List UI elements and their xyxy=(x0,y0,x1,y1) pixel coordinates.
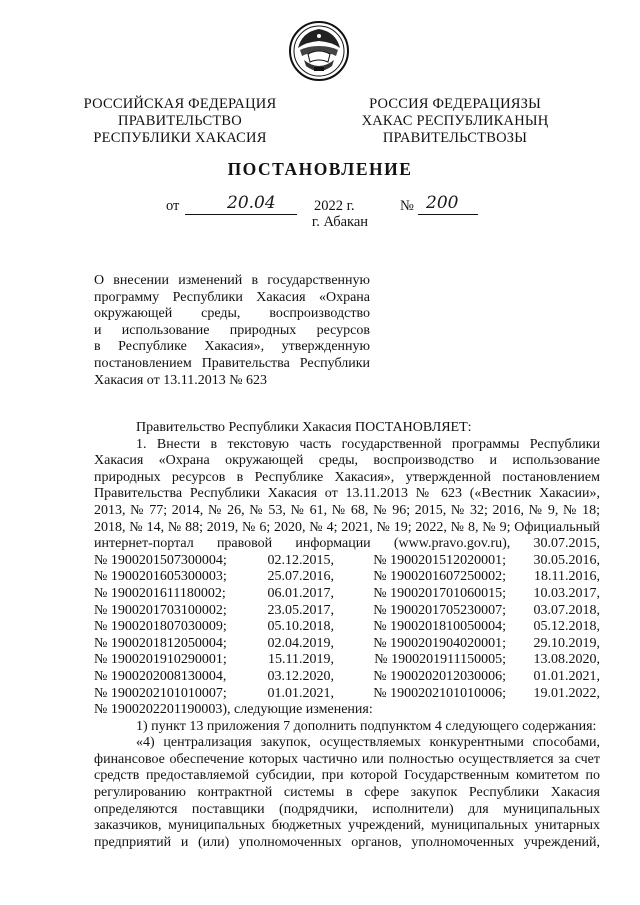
publication-row xyxy=(94,569,600,586)
publication-cell: 19.01.2022, xyxy=(533,685,600,701)
publication-cell: 03.07.2018, xyxy=(533,602,600,618)
quote-line: средств предоставляемой субсидии, при которой Государственным комитетом по xyxy=(94,768,600,784)
publication-cell: № 1900201705230007; xyxy=(373,602,506,618)
number-label: № xyxy=(400,198,414,214)
publication-cell: № 1900201701060015; xyxy=(373,585,506,601)
publication-cell: № 1900201611180002; xyxy=(94,585,226,601)
intro-paragraph: Правительство Республики Хакасия ПОСТАНОВЛЯЕТ: xyxy=(136,420,472,435)
portal-word: правовой xyxy=(216,536,273,552)
quote-line: предприятий и (или) уполномоченных органов, уполномоченных учреждений, xyxy=(94,834,600,850)
date-field xyxy=(185,193,297,215)
publication-cell: № 1900202101010006; xyxy=(373,685,506,701)
header-right-line: ХАКАС РЕСПУБЛИКАНЫҢ xyxy=(361,113,549,129)
publication-cell: № 1900201911150005; xyxy=(374,652,506,668)
publication-cell: № 1900201703100002; xyxy=(94,602,227,618)
publication-cell: № 1900202101010007; xyxy=(94,685,227,701)
subject-line: постановлением Правительства Республики xyxy=(94,355,370,371)
subject-line: О внесении изменений в государственную xyxy=(94,273,370,288)
quote-line: заказчиков, муниципальных бюджетных учреждений, муниципальных унитарных xyxy=(94,818,600,834)
item1-line: Правительства Республики Хакасия от 13.11.2013 № 623 («Вестник Хакасии», xyxy=(94,486,600,502)
publication-row xyxy=(94,636,600,653)
portal-row xyxy=(94,536,600,553)
publication-row xyxy=(94,619,600,636)
subject-line: программу Республики Хакасия «Охрана xyxy=(94,289,370,305)
publication-row xyxy=(94,686,600,703)
body-text xyxy=(94,420,600,851)
header-left-block xyxy=(80,96,280,147)
publication-cell: № 1900202012030006; xyxy=(373,668,506,684)
publication-cell: 02.12.2015, xyxy=(267,552,334,568)
item1-line: 1. Внести в текстовую часть государственной программы Республики xyxy=(136,436,600,452)
quote-line: «4) централизация закупок, осуществляемых конкурентными способами, xyxy=(136,735,600,751)
publication-row xyxy=(94,553,600,570)
handwritten-number: 200 xyxy=(426,193,459,213)
subpoint-1: 1) пункт 13 приложения 7 дополнить подпунктом 4 следующего содержания: xyxy=(136,718,597,734)
document-title: ПОСТАНОВЛЕНИЕ xyxy=(227,159,413,179)
publication-cell: 15.11.2019, xyxy=(268,652,334,668)
subject-block xyxy=(94,273,370,389)
publication-cell: № 1900201812050004; xyxy=(94,635,227,651)
subject-line: и использование природных ресурсов xyxy=(94,322,370,338)
publication-cell: № 1900201507300004; xyxy=(94,552,227,568)
city-label: г. Абакан xyxy=(311,214,369,230)
handwritten-date: 20.04 xyxy=(227,193,276,213)
publication-cell: 29.10.2019, xyxy=(533,635,600,651)
publication-cell: 25.07.2016, xyxy=(267,569,334,585)
item1-line: природных ресурсов в Республике Хакасия», утвержденной постановлением xyxy=(94,469,600,485)
publication-list xyxy=(94,553,600,702)
publication-cell: 10.03.2017, xyxy=(533,585,600,601)
header-left-line: ПРАВИТЕЛЬСТВО xyxy=(118,113,242,129)
header-right-line: ПРАВИТЕЛЬСТВОЗЫ xyxy=(382,130,528,146)
publication-cell: 23.05.2017, xyxy=(267,602,334,618)
publication-row xyxy=(94,603,600,620)
subject-line: Хакасия от 13.11.2013 № 623 xyxy=(94,372,268,388)
publication-cell: 01.01.2021, xyxy=(533,668,600,684)
publication-row xyxy=(94,669,600,686)
publication-cell: 05.10.2018, xyxy=(267,619,334,635)
header-right-block xyxy=(355,96,555,147)
publication-row xyxy=(94,652,600,669)
quote-line: определяются поставщики (подрядчики, исполнители) для муниципальных xyxy=(94,801,600,817)
portal-word: (www.pravo.gov.ru), xyxy=(393,536,511,552)
publication-cell: 06.01.2017, xyxy=(267,585,334,601)
number-field xyxy=(418,193,478,215)
subject-line: в Республике Хакасия», утвержденную xyxy=(94,339,370,355)
publication-cell: № 1900201512020001; xyxy=(373,552,506,568)
item1-line: 2013, № 77; 2014, № 26, № 53, № 61, № 68, № 96; 2015, № 32; 2016, № 9, № 18; xyxy=(94,502,600,518)
subject-line: окружающей среды, воспроизводство xyxy=(94,306,370,322)
publication-cell: 03.12.2020, xyxy=(267,668,334,684)
coat-of-arms-emblem xyxy=(288,20,350,82)
publication-cell: № 1900201607250002; xyxy=(373,569,506,585)
portal-word: 30.07.2015, xyxy=(533,536,600,552)
header-left-line: РОССИЙСКАЯ ФЕДЕРАЦИЯ xyxy=(83,96,277,112)
quote-line: финансовое обеспечение которых частично или полностью осуществляется за счет xyxy=(94,751,600,767)
quote-line: регулированию контрактной системы в сфере закупок Республики Хакасия xyxy=(94,785,600,801)
publication-cell: № 1900202008130004, xyxy=(94,668,227,684)
publication-cell: 18.11.2016, xyxy=(534,569,600,585)
publication-cell: № 1900201810050004; xyxy=(373,619,506,635)
header-right-line: РОССИЯ ФЕДЕРАЦИЯЗЫ xyxy=(369,96,541,112)
publication-cell: 13.08.2020, xyxy=(533,652,600,668)
portal-word: информации xyxy=(295,536,371,552)
publication-cell: № 1900201605300003; xyxy=(94,569,227,585)
publication-cell: 30.05.2016, xyxy=(533,552,600,568)
publication-cell: № 1900201910290001; xyxy=(94,652,227,668)
publication-cell: № 1900201807030009; xyxy=(94,619,227,635)
publication-cell: 01.01.2021, xyxy=(267,685,334,701)
publication-cell: № 1900201904020001; xyxy=(373,635,506,651)
publication-cell: 02.04.2019, xyxy=(267,635,334,651)
publication-row xyxy=(94,586,600,603)
header-left-line: РЕСПУБЛИКИ ХАКАСИЯ xyxy=(93,130,267,146)
publication-cell: 05.12.2018, xyxy=(533,619,600,635)
item1-line: 2018, № 14, № 88; 2019, № 6; 2020, № 4; 2021, № 19; 2022, № 8, № 9; Официальный xyxy=(94,519,600,535)
year-label: 2022 г. xyxy=(314,198,355,214)
item1-line: Хакасия «Охрана окружающей среды, воспроизводство и использование xyxy=(94,453,600,469)
last-publication-line: № 1900202201190003), следующие изменения: xyxy=(94,702,373,718)
portal-word: интернет-портал xyxy=(94,536,194,552)
from-label: от xyxy=(166,198,180,214)
